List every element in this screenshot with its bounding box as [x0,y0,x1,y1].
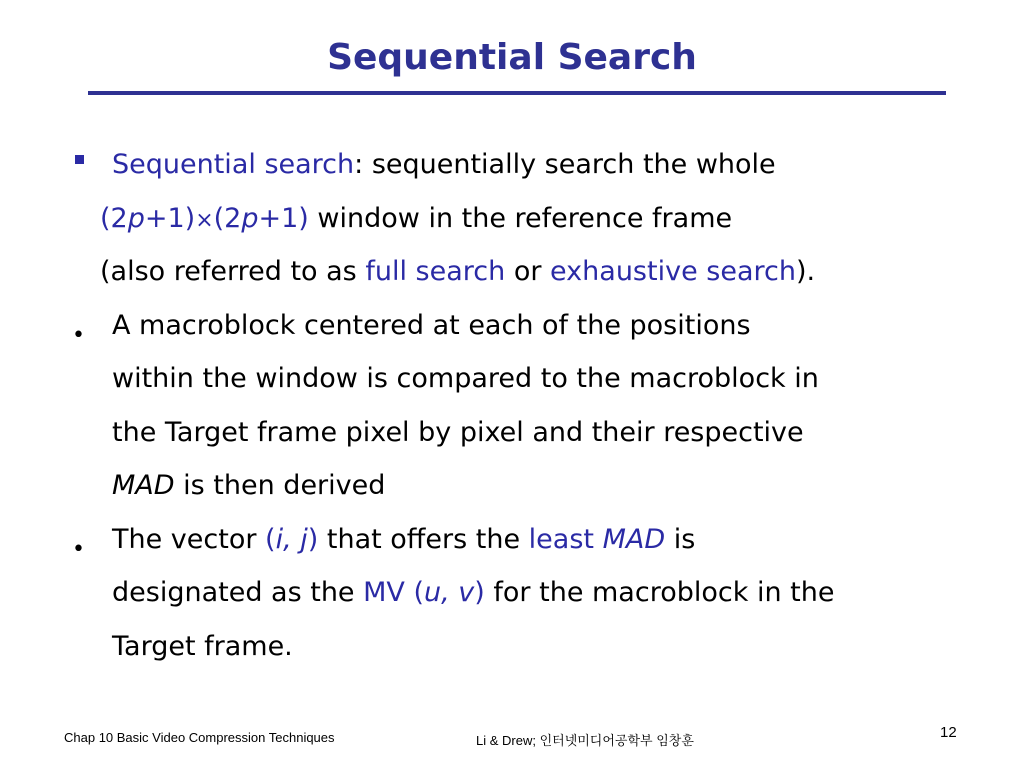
text-run: p [127,202,145,234]
text-run: +1) [258,202,309,234]
text-run: ( [265,523,276,555]
text-run: the Target frame pixel by pixel and their respective [112,416,804,448]
bullet-dot: • [72,322,85,348]
text-run: +1) [144,202,196,234]
text-run: : sequentially search the whole [354,149,776,180]
text-run: Target frame. [112,630,293,662]
text-run: full search [365,256,506,287]
text-run: within the window is compared to the macroblock in [112,363,819,394]
bullet-1-line-3 [100,245,815,299]
footer-chapter: Chap 10 Basic Video Compression Techniques [64,730,335,745]
text-run: exhaustive search [550,256,796,287]
text-run: least [528,523,603,555]
bullet-3-line-1 [112,513,695,567]
text-run: MAD [602,523,666,555]
bullet-2-line-4 [112,459,385,513]
text-run: is then derived [174,470,386,501]
text-run: is [665,523,696,555]
text-run: ( [404,577,425,608]
text-run: ) [474,577,485,608]
bullet-3-line-3 [112,620,293,674]
bullet-1-line-1 [112,138,776,192]
text-run: for the macroblock in the [484,577,835,608]
slide-title: Sequential Search [327,37,697,78]
text-run: designated as the [112,577,364,608]
square-bullet-icon [75,155,84,164]
text-run: The vector [112,523,266,555]
text-run: that offers the [318,523,529,555]
text-run: p [241,202,259,234]
text-run: or [505,256,551,287]
footer-authors: Li & Drew; 인터넷미디어공학부 임창훈 [476,733,694,748]
bullet-3-line-2 [112,566,834,620]
text-run: (2 [213,202,242,234]
text-run: (also referred to as [100,256,366,287]
page-number: 12 [940,724,957,741]
title-underline [88,91,946,95]
bullet-2-line-2 [112,352,819,406]
text-run: MAD [112,470,175,501]
text-run: MV [363,577,405,608]
text-run: i, j [275,523,308,555]
text-run: ) [307,523,319,555]
bullet-1-line-2 [100,192,732,248]
bullet-dot: • [72,536,85,562]
text-run: A macroblock centered at each of the positions [112,309,751,341]
text-run: × [195,207,214,233]
text-run: u, v [424,577,475,608]
text-run: Sequential search [112,149,355,180]
text-run: ). [795,256,816,287]
bullet-2-line-3 [112,406,804,460]
bullet-2-line-1 [112,299,751,353]
text-run: window in the reference frame [308,202,733,234]
text-run: (2 [100,202,128,234]
